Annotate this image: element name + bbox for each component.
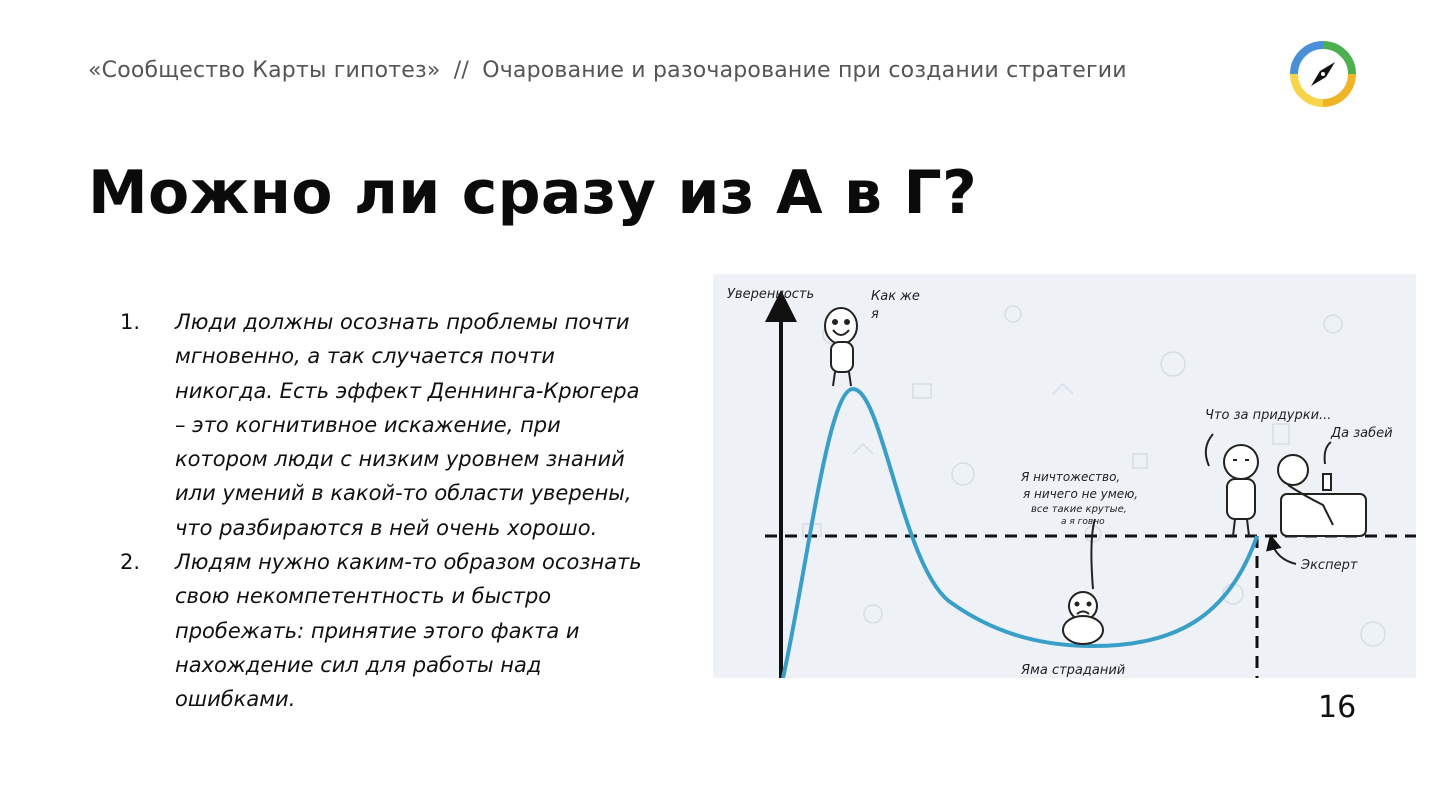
list-item <box>120 305 660 545</box>
friend-thought: Да забей <box>1331 426 1393 441</box>
peak-caption-line-1: Как же <box>871 289 920 304</box>
community-name: «Сообщество Карты гипотез» <box>88 58 441 83</box>
pit-caption-line-2: я ничего не умею, <box>1023 487 1139 501</box>
topic-name: Очарование и разочарование при создании стратегии <box>482 58 1127 83</box>
bullet-list <box>120 305 660 717</box>
list-item <box>120 545 660 716</box>
list-text: Люди должны осознать проблемы почти мгновенно, а так случается почти никогда. Есть эффект Деннинга-Крюгера – это когнитивное искажение, при котором люди с низким уровнем знаний или умений в какой-то области уверены, что разбираются в ней очень хорошо. <box>175 310 640 540</box>
page-number: 16 <box>1318 690 1357 725</box>
slide-title: Можно ли сразу из А в Г? <box>88 158 978 228</box>
pit-caption-line-3: все такие крутые, <box>1031 504 1127 515</box>
peak-caption-line-2: я <box>871 307 879 322</box>
list-number: 2. <box>120 550 141 575</box>
expert-label: Эксперт <box>1301 558 1358 573</box>
pit-caption-line-4: а я говно <box>1061 517 1105 527</box>
list-text: Людям нужно каким-то образом осознать свою некомпетентность и быстро пробежать: принятие этого факта и нахождение сил для работы над ошибками. <box>175 550 642 712</box>
slide-header <box>88 58 1127 83</box>
pit-label: Яма страданий <box>1021 663 1126 678</box>
pit-caption-line-1: Я ничтожество, <box>1021 470 1121 484</box>
compass-icon <box>1290 41 1356 107</box>
y-axis-label: Уверенность <box>727 287 815 302</box>
list-number: 1. <box>120 310 141 334</box>
expert-thought: Что за придурки... <box>1205 408 1332 423</box>
dunning-kruger-illustration <box>713 274 1416 678</box>
header-separator: // <box>453 58 469 83</box>
